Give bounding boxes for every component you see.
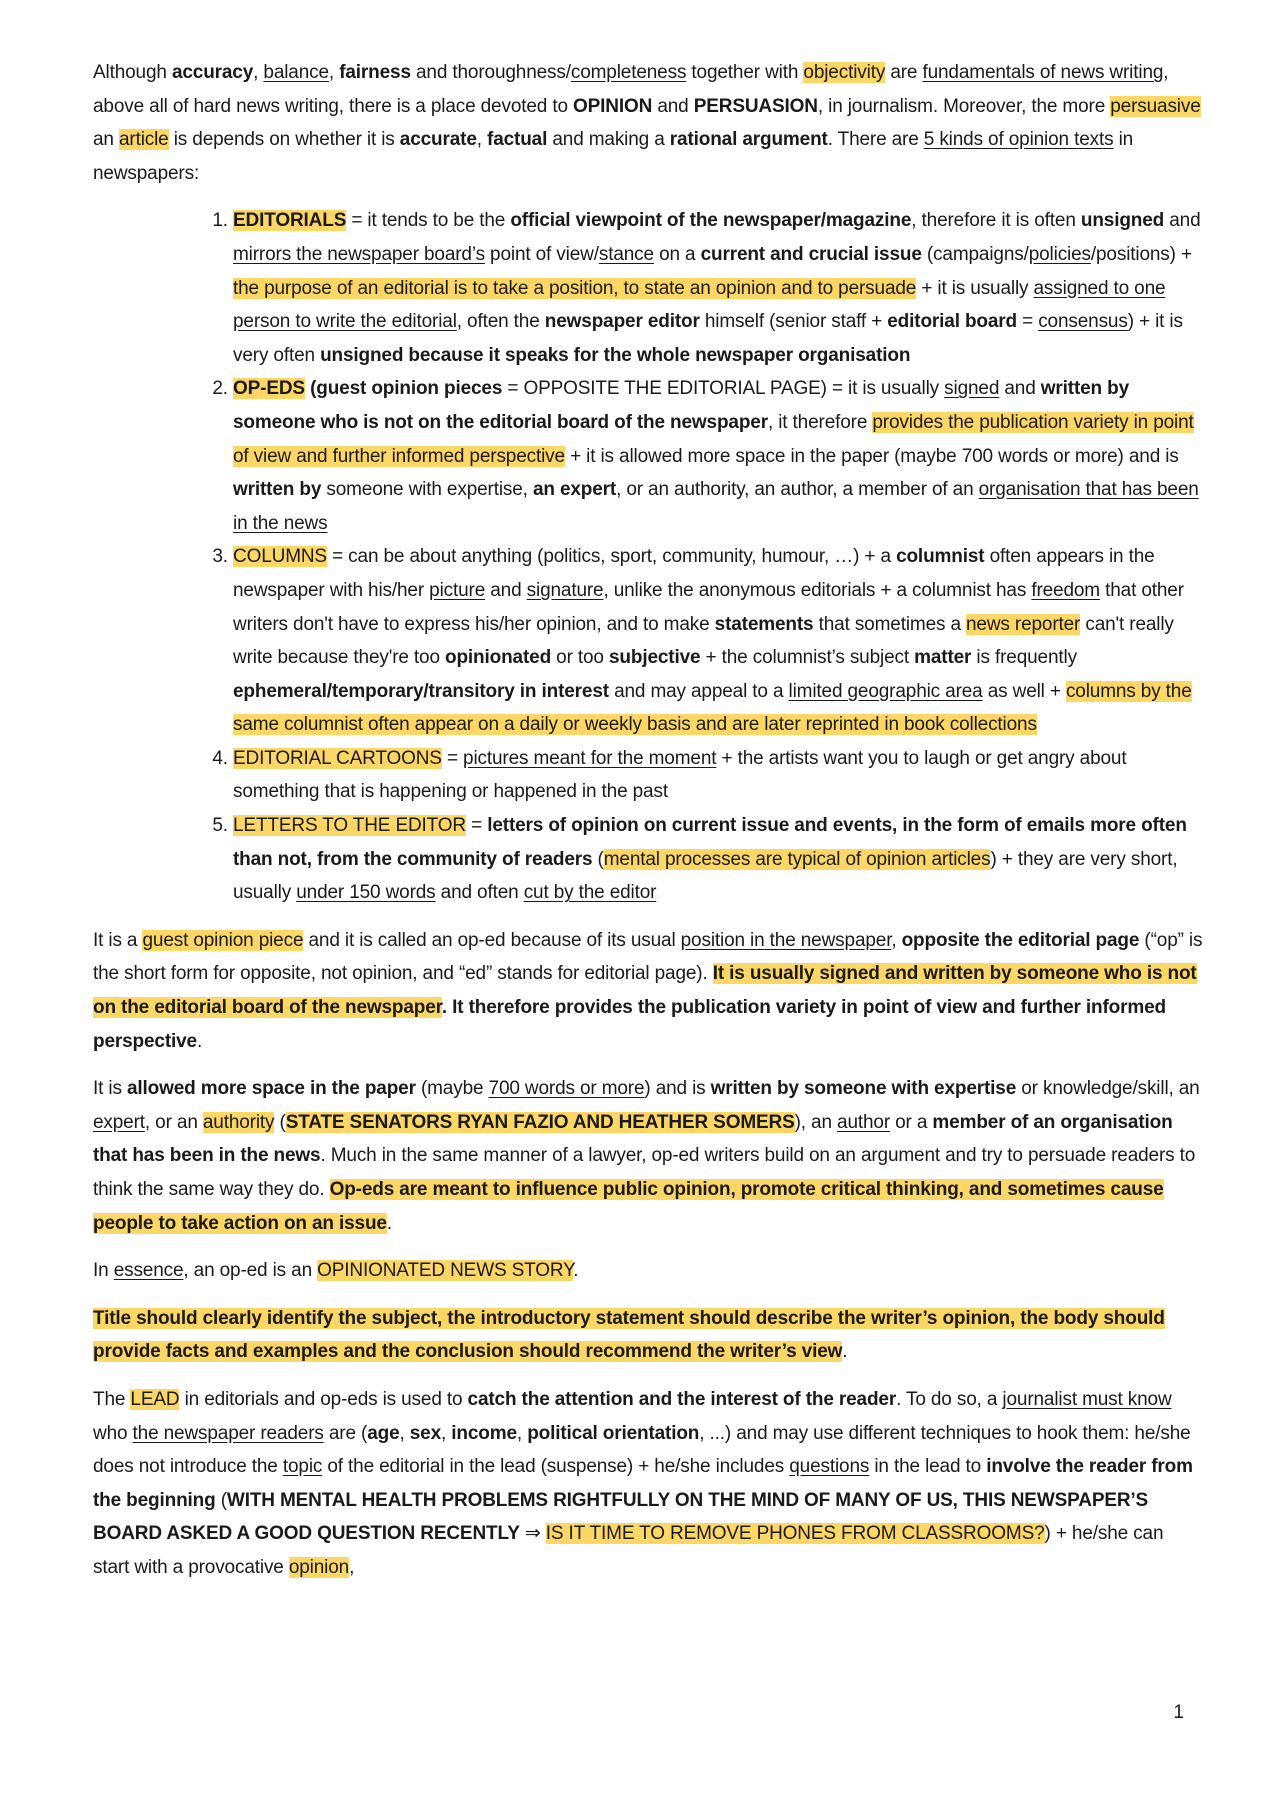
term-opinion: OPINION (573, 95, 653, 117)
list-item-title: EDITORIAL CARTOONS (233, 747, 442, 769)
list-item-title: EDITORIALS (233, 210, 347, 232)
list-item-op-eds: 2. OP-EDS (guest opinion pieces = OPPOSITE THE EDITORIAL PAGE) = it is usually signed and written by someone who is not on the editorial board of the newspaper, it therefore provides the publication variety in point of view and further informed perspective + it is allowed more space in the paper (maybe 700 words or more) and is written by someone with expertise, an expert, or an authority, an author, a member of an organisation that has been in the news (233, 372, 1203, 540)
list-item-title: LETTERS TO THE EDITOR (233, 815, 466, 837)
essence-paragraph: In essence, an op-ed is an OPINIONATED NEWS STORY. (93, 1260, 579, 1282)
list-item-editorials: 1. EDITORIALS = it tends to be the official viewpoint of the newspaper/magazine, therefore it is often unsigned and mirrors the newspaper board’s point of view/stance on a current and crucial issue (campaigns/policies/positions) + the purpose of an editorial is to take a position, to state an opinion and to persuade + it is usually assigned to one person to write the editorial, often the newspaper editor himself (senior staff + editorial board = consensus) + it is very often unsigned because it speaks for the whole newspaper organisation (233, 204, 1203, 372)
lead-paragraph: The LEAD in editorials and op-eds is used to catch the attention and the interest of the reader. To do so, a journalist must know who the newspaper readers are (age, sex, income, political orientation, ...) and may use different techniques to hook them: he/she does not introduce the topic of the editorial in the lead (suspense) + he/she includes questions in the lead to involve the reader from the beginning (WITH MENTAL HEALTH PROBLEMS RIGHTFULLY ON THE MIND OF MANY OF US, THIS NEWSPAPER’S BOARD ASKED A GOOD QUESTION RECENTLY ⇒ IS IT TIME TO REMOVE PHONES FROM CLASSROOMS?) + he/she can start with a provocative opinion, (93, 1388, 1193, 1578)
list-item-columns: 3. COLUMNS = can be about anything (politics, sport, community, humour, …) + a columnist often appears in the newspaper with his/her picture and signature, unlike the anonymous editorials + a columnist has freedom that other writers don't have to express his/her opinion, and to make statements that sometimes a news reporter can't really write because they're too opinionated or too subjective + the columnist’s subject matter is frequently ephemeral/temporary/transitory in interest and may appeal to a limited geographic area as well + columns by the same columnist often appear on a daily or weekly basis and are later reprinted in book collections (233, 540, 1203, 742)
list-item-letters-to-the-editor: 5. LETTERS TO THE EDITOR = letters of opinion on current issue and events, in the form of emails more often than not, from the community of readers (mental processes are typical of opinion articles) + they are very short, usually under 150 words and often cut by the editor (233, 809, 1203, 910)
list-item-title: OP-EDS (233, 378, 305, 400)
term-completeness: completeness (570, 62, 687, 83)
intro-paragraph: Although accuracy, balance, fairness and thoroughness/completeness together with objectivity are fundamentals of news writing, above all of hard news writing, there is a place devoted to OPINION and PERSUASION, in journalism. Moreover, the more persuasive an article is depends on whether it is accurate, factual and making a rational argument. There are 5 kinds of opinion texts in newspapers: (93, 62, 1201, 184)
list-item-editorial-cartoons: 4. EDITORIAL CARTOONS = pictures meant for the moment + the artists want you to laugh or get angry about something that is happening or happened in the past (233, 742, 1203, 809)
term-accuracy: accuracy (171, 62, 254, 83)
opinion-text-kinds-list (93, 204, 1203, 909)
list-item-title: COLUMNS (233, 546, 327, 568)
page-number: 1 (1173, 1702, 1184, 1723)
term-persuasion: PERSUASION (693, 95, 818, 117)
highlight-article: article (118, 129, 169, 151)
term-factual: factual (487, 129, 548, 151)
op-ed-details-paragraph: It is allowed more space in the paper (maybe 700 words or more) and is written by someone with expertise or knowledge/skill, an expert, or an authority (STATE SENATORS RYAN FAZIO AND HEATHER SOMERS), an author or a member of an organisation that has been in the news. Much in the same manner of a lawyer, op-ed writers build on an argument and try to persuade readers to think the same way they do. Op-eds are meant to influence public opinion, promote critical thinking, and sometimes cause people to take action on an issue. (93, 1078, 1200, 1234)
highlight-persuasive: persuasive (1110, 95, 1201, 117)
op-ed-definition-paragraph: It is a guest opinion piece and it is called an op-ed because of its usual position in the newspaper, opposite the editorial page (“op” is the short form for opposite, not opinion, and “ed” stands for editorial page). It is usually signed and written by someone who is not on the editorial board of the newspaper. It therefore provides the publication variety in point of view and further informed perspective. (93, 929, 1203, 1052)
highlight-objectivity: objectivity (803, 62, 886, 83)
term-accurate: accurate (399, 129, 477, 151)
structure-paragraph: Title should clearly identify the subject, the introductory statement should describe the writer’s opinion, the body should provide facts and examples and the conclusion should recommend the writer’s view. (93, 1307, 1165, 1363)
term-rational-argument: rational argument (669, 129, 828, 151)
term-fundamentals: fundamentals of news writing (922, 62, 1164, 83)
document-page (93, 56, 1203, 1599)
term-balance: balance (263, 62, 329, 83)
text: Although (93, 62, 172, 83)
term-five-kinds: 5 kinds of opinion texts (923, 129, 1114, 151)
arrow-icon: ⇒ (519, 1523, 546, 1545)
term-fairness: fairness (339, 62, 411, 83)
